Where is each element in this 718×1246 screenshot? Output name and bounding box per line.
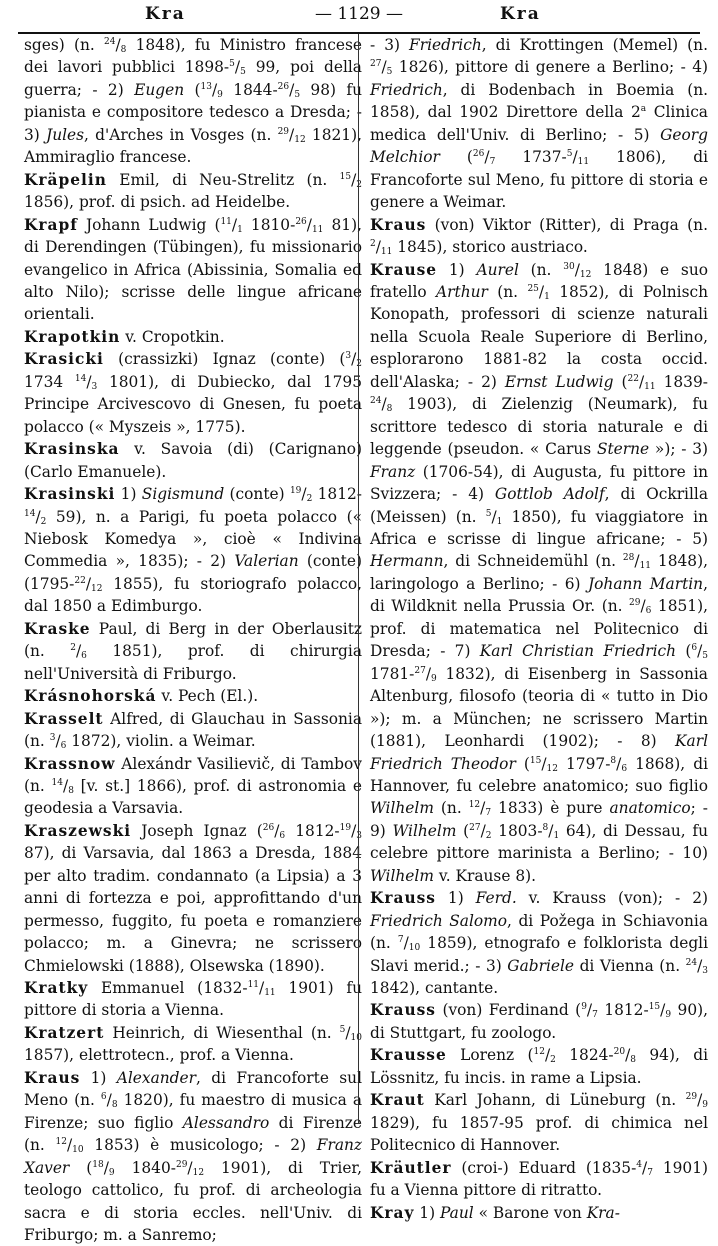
right-column (370, 34, 709, 1222)
entry-body: - 3) Friedrich, di Krottingen (Memel) (n. $^{27}/_5$ 1826), pittore di genere a Berlino; - 4) Friedrich, di Bodenbach in Boemia (n. 1858), dal 1902 Direttore della 2$^a$ Clinica medica dell'Univ. di Berlino; - 5) Georg Melchior ($^{26}/_7$ $1737-^5/_{11}$ 1806), di Francoforte sul Meno, fu pittore di storia e genere a Weimar. (370, 36, 708, 212)
dictionary-entry (370, 259, 708, 888)
dictionary-entry (370, 214, 708, 259)
entry-body: Joseph Ignaz ($^{26}/_6$ $1812-^{19}/_3$ 87), di Varsavia, dal 1863 a Dresda, 1884 per alto tradim. condannato (a Lipsia) a 3 anni di fortezza e poi, approfittando d'un permesso, fuggito, fu poeta e romanziere polacco; m. a Ginevra; ne scrissero Chmielowski (1888), Olsewska (1890). (24, 821, 362, 975)
dictionary-entry (24, 348, 362, 438)
dictionary-entry (370, 1089, 708, 1156)
dictionary-entry (24, 169, 362, 214)
column-divider (358, 34, 359, 1124)
page-header (0, 0, 718, 34)
header-right-guideword: Kra (500, 4, 541, 24)
page-number: — 1129 — (314, 4, 404, 24)
entry-body: Emmanuel ($1832-^{11}/_{11}$ 1901) fu pittore di storia a Vienna. (24, 979, 362, 1020)
entry-body: Lorenz ($^{12}/_2$ $1824-^{20}/_8$ 94), di Lössnitz, fu incis. in rame a Lipsia. (370, 1046, 708, 1087)
dictionary-entry (24, 820, 362, 977)
entry-body: 1) Sigismund (conte) $^{19}/_2$ $1812-^{14}/_2$ 59), n. a Parigi, fu poeta polacco (« Niebosk Komedya », cioè « Indivina Commedia », 1835); - 2) Valerian (conte) ($1795-^{22}/_{12}$ 1855), fu storiografo polacco, dal 1850 a Edimburgo. (24, 485, 362, 616)
entry-headword: Krassnow (24, 754, 116, 773)
entry-body: v. Cropotkin. (120, 327, 225, 346)
entry-headword: Kraske (24, 619, 91, 638)
header-left-guideword: Kra (145, 4, 186, 24)
entry-headword: Krausse (370, 1046, 447, 1065)
left-column (24, 34, 363, 1245)
entry-headword: Kräutler (370, 1158, 452, 1177)
entry-body: (von) Viktor (Ritter), di Praga (n. $^2/_{11}$ 1845), storico austriaco. (370, 215, 708, 258)
entry-headword: Krasinski (24, 485, 116, 504)
dictionary-entry (24, 685, 362, 707)
dictionary-entry (24, 214, 362, 326)
entry-headword: Kraut (370, 1091, 425, 1110)
entry-body: Emil, di Neu-Strelitz (n. $^{15}/_2$ 1856), prof. di psich. ad Heidelbe. (24, 170, 362, 212)
entry-body: Alfred, di Glauchau in Sassonia (n. $^3/_6$ 1872), violin. a Weimar. (24, 709, 362, 752)
dictionary-entry (370, 1157, 708, 1202)
entry-body: 1) Aurel (n. $^{30}/_{12}$ 1848) e suo fratello Arthur (n. $^{25}/_1$ 1852), di Polnisch Konopath, professori di scienze naturali nella Scuola Reale Superiore di Berlino, esplorarono 1881-82 la costa occid. dell'Alaska; - 2) Ernst Ludwig ($^{22}/_{11}$ $1839-^{24}/_8$ 1903), di Zielenzig (Neumark), fu scrittore tedesco di storia naturale e di leggende (pseudon. « Carus Sterne »); - 3) Franz (1706-54), di Augusta, fu pittore in Svizzera; - 4) Gottlob Adolf, di Ockrilla (Meissen) (n. $^5/_1$ 1850), fu viaggiatore in Africa e scrisse di lingue africane; - 5) Hermann, di Schneidemühl (n. $^{28}/_{11}$ 1848), laringologo a Berlino; - 6) Johann Martin, di Wildknit nella Prussia Or. (n. $^{29}/_6$ 1851), prof. di matematica nel Politecnico di Dresda; - 7) Karl Christian Friedrich ($^6/_5$ $1781-^{27}/_9$ 1832), di Eisenberg in Sassonia Altenburg, filosofo (teoria di « tutto in Dio »); m. a München; ne scrissero Martin (1881), Leonhardi (1902); - 8) Karl Friedrich Theodor ($^{15}/_{12}$ $1797-^8/_6$ 1868), di Hannover, fu celebre anatomico; suo figlio Wilhelm (n. $^{12}/_7$ 1833) è pure anatomico; - 9) Wilhelm ($^{27}/_2$ $1803-^8/_1$ 64), di Dessau, fu celebre pittore marinista a Berlino; - 10) Wilhelm v. Krause 8). (370, 260, 709, 885)
entry-body: Alexándr Vasilievič, di Tambov (n. $^{14}/_8$ [v. st.] 1866), prof. di astronomia e geodesia a Varsavia. (24, 754, 362, 818)
entry-body: 1) Ferd. v. Krauss (von); - 2) Friedrich Salomo, di Požega in Schiavonia (n. $^7/_{10}$ 1859), etnografo e folklorista degli Slavi merid.; - 3) Gabriele di Vienna (n. $^{24}/_3$ 1842), cantante. (370, 889, 709, 998)
entry-headword: Kratzert (24, 1023, 105, 1042)
dictionary-entry (24, 753, 362, 820)
dictionary-entry (370, 1202, 708, 1224)
entry-headword: Krasinska (24, 440, 120, 459)
dictionary-entry (24, 483, 362, 618)
entry-body: (von) Ferdinand ($^9/_7$ $1812-^{15}/_9$ 90), di Stuttgart, fu zoologo. (370, 1001, 709, 1042)
entry-headword: Krásnohorská (24, 687, 157, 706)
entry-body: (croi-) Eduard ($1835-^4/_7$ 1901) fu a Vienna pittore di ritratto. (370, 1158, 708, 1200)
dictionary-entry (24, 977, 362, 1022)
dictionary-entry (24, 708, 362, 753)
entry-headword: Kraszewski (24, 821, 132, 840)
entry-headword: Krapotkin (24, 327, 121, 346)
entry-headword: Krasicki (24, 350, 104, 369)
entry-headword: Kray (370, 1203, 415, 1222)
dictionary-entry (24, 1067, 362, 1246)
dictionary-entry (24, 34, 362, 169)
dictionary-entry (24, 326, 362, 348)
entry-body: Karl Johann, di Lüneburg (n. $^{29}/_9$ 1829), fu 1857-95 prof. di chimica nel Politecnico di Hannover. (370, 1091, 708, 1155)
entry-body: (crassizki) Ignaz (conte) ($^3/_2$ 1734 $^{14}/_3$ 1801), di Dubiecko, dal 1795 Principe Arcivescovo di Gnesen, fu poeta polacco (« Myszeis », 1775). (24, 350, 362, 436)
dictionary-entry (370, 1044, 708, 1089)
dictionary-entry (24, 1022, 362, 1067)
entry-body: sges) (n. $^{24}/_8$ 1848), fu Ministro francese dei lavori pubblici $1898-^5/_5$ 99, poi della guerra; - 2) Eugen ($^{13}/_9$ $1844-^{26}/_5$ 98) fu pianista e compositore tedesco a Dresda; - 3) Jules, d'Arches in Vosges (n. $^{29}/_{12}$ 1821), Ammiraglio francese. (24, 36, 363, 167)
entry-body: v. Pech (El.). (156, 687, 259, 706)
dictionary-entry (24, 618, 362, 685)
entry-headword: Kraus (24, 1068, 81, 1087)
entry-body: Heinrich, di Wiesenthal (n. $^5/_{10}$ 1857), elettrotecn., prof. a Vienna. (24, 1023, 362, 1065)
entry-body: Paul, di Berg in der Oberlausitz (n. $^2/_6$ 1851), prof. di chirurgia nell'Università di Friburgo. (24, 619, 362, 683)
entry-body: 1) Alexander, di Francoforte sul Meno (n. $^6/_8$ 1820), fu maestro di musica a Firenze; suo figlio Alessandro di Firenze (n. $^{12}/_{10}$ 1853) è musicologo; - 2) Franz Xaver ($^{18}/_9$ $1840-^{29}/_{12}$ 1901), di Trier, teologo cattolico, fu prof. di archeologia sacra e di storia eccles. nell'Univ. di Friburgo; m. a Sanremo; (24, 1068, 363, 1245)
dictionary-entry (370, 999, 708, 1044)
entry-headword: Krauss (370, 889, 436, 908)
entry-headword: Kraus (370, 215, 427, 234)
entry-headword: Krapf (24, 215, 78, 234)
dictionary-entry (24, 438, 362, 483)
entry-headword: Krauss (370, 1001, 436, 1020)
entry-body: Johann Ludwig ($^{11}/_1$ $1810-^{26}/_{11}$ 81), di Derendingen (Tübingen), fu missionario evangelico in Africa (Abissinia, Somalia ed alto Nilo); scrisse delle lingue africane orientali. (24, 215, 362, 324)
entry-body: 1) Paul « Barone von Kra- (414, 1203, 620, 1222)
entry-headword: Kräpelin (24, 170, 107, 189)
dictionary-entry (370, 887, 708, 999)
dictionary-entry (370, 34, 708, 214)
entry-body: v. Savoia (di) (Carignano) (Carlo Emanuele). (24, 440, 362, 481)
entry-headword: Krause (370, 260, 438, 279)
entry-headword: Kratky (24, 979, 89, 998)
entry-headword: Krasselt (24, 709, 104, 728)
